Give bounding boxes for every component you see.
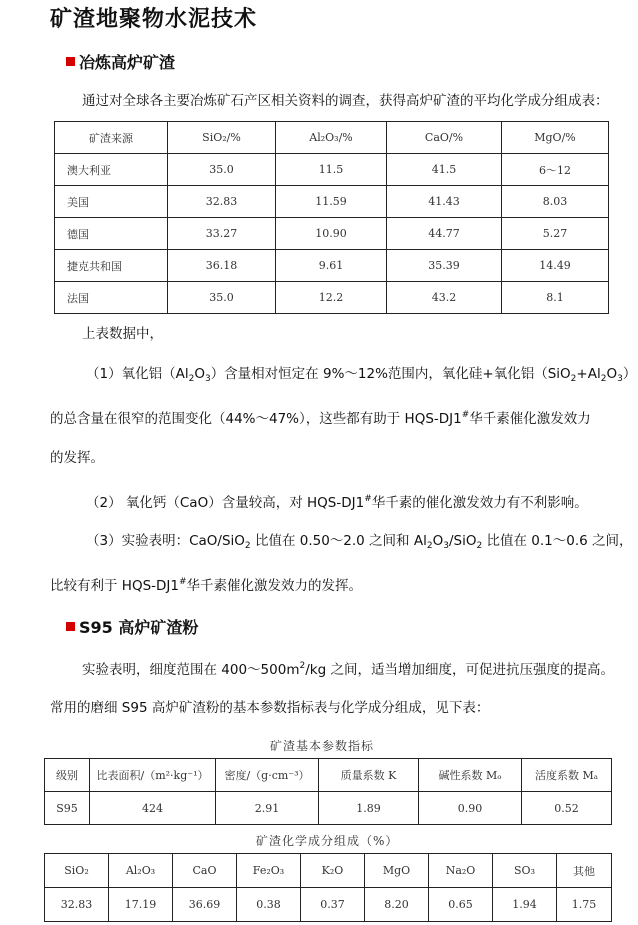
table-cell: 424 bbox=[90, 792, 216, 825]
header-cell: CaO bbox=[173, 854, 237, 888]
table-cell: 捷克共和国 bbox=[55, 250, 168, 282]
text-run: 华千素催化激发效力 bbox=[469, 411, 591, 427]
table-cell: 0.65 bbox=[429, 888, 493, 922]
header-cell: 其他 bbox=[557, 854, 612, 888]
table-cell: 41.5 bbox=[387, 154, 502, 186]
table-cell: 35.0 bbox=[168, 282, 276, 314]
header-cell: MgO bbox=[365, 854, 429, 888]
slag-basic-parameters-table bbox=[44, 758, 612, 825]
intro-paragraph: 通过对全球各主要冶炼矿石产区相关资料的调查，获得高炉矿渣的平均化学成分组成表： bbox=[82, 93, 609, 109]
table-cell: 12.2 bbox=[276, 282, 387, 314]
superscript: # bbox=[178, 577, 187, 587]
text-run: 实验表明，细度范围在 400～500m bbox=[82, 662, 300, 678]
header-cell: Na₂O bbox=[429, 854, 493, 888]
table-cell: 1.75 bbox=[557, 888, 612, 922]
table-header-row bbox=[55, 122, 609, 154]
table-cell: 43.2 bbox=[387, 282, 502, 314]
table-caption-chemical-composition: 矿渣化学成分组成（%） bbox=[256, 834, 399, 848]
table-cell: 9.61 bbox=[276, 250, 387, 282]
text-run: 比值在 0.1～0.6 之间， bbox=[482, 533, 633, 549]
header-cell: 碱性系数 Mₒ bbox=[419, 759, 522, 792]
header-cell: 矿渣来源 bbox=[55, 122, 168, 154]
superscript: 2 bbox=[299, 661, 306, 671]
point-3-line-1 bbox=[86, 532, 633, 555]
point-1-line-1 bbox=[86, 365, 636, 388]
table-cell: 8.20 bbox=[365, 888, 429, 922]
text-run: O bbox=[194, 366, 205, 382]
table-cell: 44.77 bbox=[387, 218, 502, 250]
text-run: 华千素催化激发效力的发挥。 bbox=[186, 578, 363, 594]
text-run: （2） 氧化钙（CaO）含量较高，对 HQS-DJ1 bbox=[86, 495, 365, 511]
table-header-row bbox=[45, 854, 612, 888]
text-run: ）含量相对恒定在 9%～12%范围内，氧化硅+氧化铝（SiO bbox=[210, 366, 571, 382]
header-cell: SO₃ bbox=[493, 854, 557, 888]
table-cell: 14.49 bbox=[502, 250, 609, 282]
header-cell: 活度系数 Mₐ bbox=[522, 759, 612, 792]
superscript: # bbox=[364, 494, 372, 504]
text-run: （1）氧化铝（Al bbox=[86, 366, 189, 382]
header-cell: Fe₂O₃ bbox=[237, 854, 301, 888]
table-cell: 35.0 bbox=[168, 154, 276, 186]
table-row bbox=[45, 792, 612, 825]
table-header-row bbox=[45, 759, 612, 792]
table-cell: 10.90 bbox=[276, 218, 387, 250]
table-cell: 11.5 bbox=[276, 154, 387, 186]
superscript: # bbox=[461, 410, 470, 420]
summary-lead: 上表数据中， bbox=[82, 326, 163, 342]
table-cell: 32.83 bbox=[168, 186, 276, 218]
header-cell: MgO/% bbox=[502, 122, 609, 154]
text-run: O bbox=[432, 533, 444, 549]
text-run: 比较有利于 HQS-DJ1 bbox=[50, 578, 179, 594]
slag-composition-table bbox=[54, 121, 609, 314]
table-cell: 41.43 bbox=[387, 186, 502, 218]
header-cell: CaO/% bbox=[387, 122, 502, 154]
text-run: O bbox=[606, 366, 618, 382]
table-cell: 32.83 bbox=[45, 888, 109, 922]
table-row bbox=[55, 154, 609, 186]
text-run: ） bbox=[622, 366, 637, 382]
table-cell: 2.91 bbox=[216, 792, 319, 825]
point-2 bbox=[86, 490, 588, 512]
header-cell: 级别 bbox=[45, 759, 90, 792]
text-run: （3）实验表明：CaO/SiO bbox=[86, 533, 245, 549]
table-row bbox=[55, 186, 609, 218]
red-square-bullet-icon bbox=[66, 622, 75, 631]
header-cell: SiO₂/% bbox=[168, 122, 276, 154]
subscript: 2 bbox=[600, 374, 607, 384]
table-cell: 0.38 bbox=[237, 888, 301, 922]
table-cell: 11.59 bbox=[276, 186, 387, 218]
table-cell: 33.27 bbox=[168, 218, 276, 250]
subscript: 3 bbox=[443, 541, 449, 551]
table-cell: 1.94 bbox=[493, 888, 557, 922]
subscript: 2 bbox=[244, 541, 251, 551]
table-row bbox=[45, 888, 612, 922]
header-cell: Al₂O₃/% bbox=[276, 122, 387, 154]
section-heading-blast-furnace-slag bbox=[66, 50, 175, 73]
text-run: +Al bbox=[576, 366, 601, 382]
header-cell: K₂O bbox=[301, 854, 365, 888]
red-square-bullet-icon bbox=[66, 57, 75, 66]
table-cell: 美国 bbox=[55, 186, 168, 218]
header-cell: SiO₂ bbox=[45, 854, 109, 888]
table-cell: 德国 bbox=[55, 218, 168, 250]
text-run: 比值在 0.50～2.0 之间和 Al bbox=[250, 533, 427, 549]
table-cell: 6～12 bbox=[502, 154, 609, 186]
subscript: 2 bbox=[570, 374, 577, 384]
subscript: 3 bbox=[617, 374, 623, 384]
table-cell: 0.37 bbox=[301, 888, 365, 922]
table-row bbox=[55, 218, 609, 250]
table-cell: 36.69 bbox=[173, 888, 237, 922]
table-cell: 8.03 bbox=[502, 186, 609, 218]
text-run: /SiO bbox=[448, 533, 477, 549]
table-row bbox=[55, 282, 609, 314]
header-cell: 比表面积/（m²·kg⁻¹） bbox=[90, 759, 216, 792]
table-cell: 1.89 bbox=[319, 792, 419, 825]
subscript: 2 bbox=[426, 541, 433, 551]
point-1-line-2 bbox=[50, 406, 591, 428]
header-cell: Al₂O₃ bbox=[109, 854, 173, 888]
header-cell: 质量系数 K bbox=[319, 759, 419, 792]
subscript: 3 bbox=[204, 374, 211, 384]
table-cell: 8.1 bbox=[502, 282, 609, 314]
point-3-line-2 bbox=[50, 573, 362, 595]
point-1-line-3: 的发挥。 bbox=[50, 450, 104, 466]
table-caption-basic-parameters: 矿渣基本参数指标 bbox=[270, 739, 375, 753]
text-run: /kg 之间，适当增加细度，可促进抗压强度的提高。 bbox=[305, 662, 614, 678]
table-cell: 0.90 bbox=[419, 792, 522, 825]
section-heading-text: 冶炼高炉矿渣 bbox=[79, 53, 176, 72]
table-row bbox=[55, 250, 609, 282]
page-title: 矿渣地聚物水泥技术 bbox=[50, 7, 258, 32]
subscript: 2 bbox=[188, 374, 195, 384]
header-cell: 密度/（g·cm⁻³） bbox=[216, 759, 319, 792]
text-run: 华千素的催化激发效力有不利影响。 bbox=[371, 495, 588, 511]
table-cell: 0.52 bbox=[522, 792, 612, 825]
subscript: 2 bbox=[476, 541, 483, 551]
section-heading-text: S95 高炉矿渣粉 bbox=[79, 618, 199, 637]
table-cell: 36.18 bbox=[168, 250, 276, 282]
s95-paragraph-1 bbox=[82, 657, 614, 679]
table-cell: 5.27 bbox=[502, 218, 609, 250]
table-cell: 法国 bbox=[55, 282, 168, 314]
table-cell: S95 bbox=[45, 792, 90, 825]
table-cell: 17.19 bbox=[109, 888, 173, 922]
s95-paragraph-2: 常用的磨细 S95 高炉矿渣粉的基本参数指标表与化学成分组成，见下表： bbox=[50, 700, 490, 716]
slag-chemical-composition-table bbox=[44, 853, 612, 922]
section-heading-s95-slag-powder bbox=[66, 615, 198, 638]
table-cell: 澳大利亚 bbox=[55, 154, 168, 186]
text-run: 的总含量在很窄的范围变化（44%～47%），这些都有助于 HQS-DJ1 bbox=[50, 411, 462, 427]
table-cell: 35.39 bbox=[387, 250, 502, 282]
